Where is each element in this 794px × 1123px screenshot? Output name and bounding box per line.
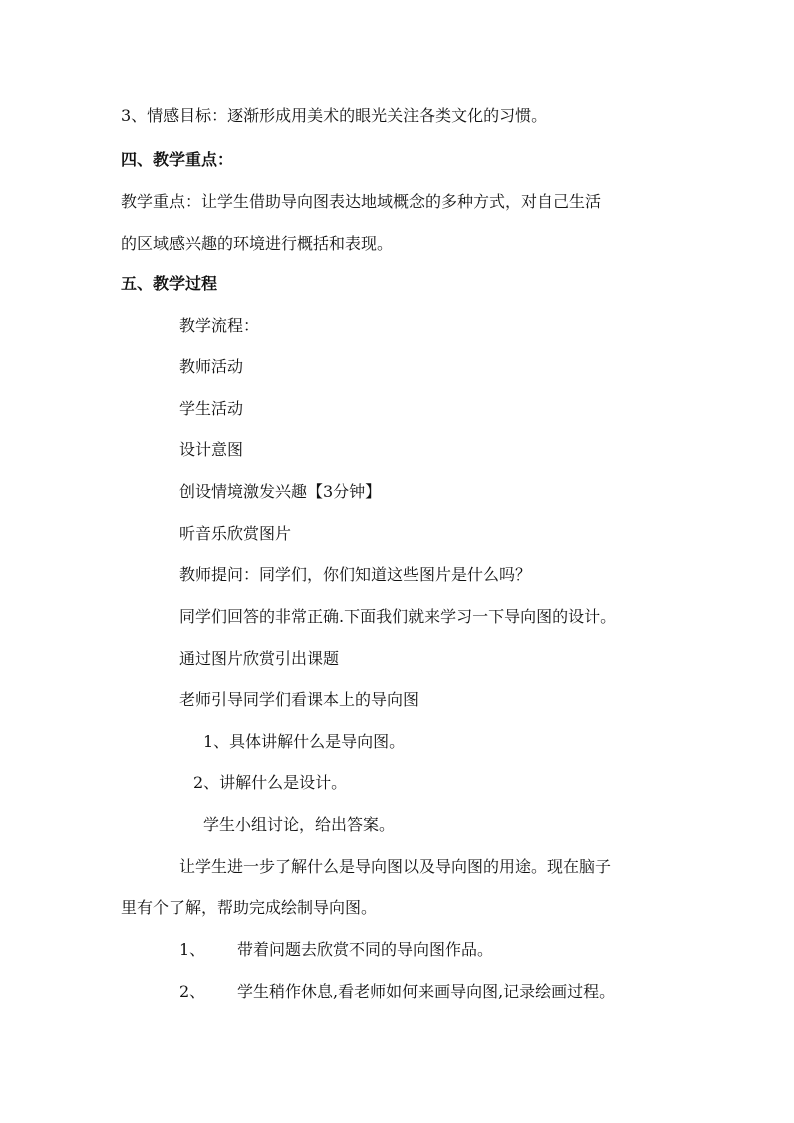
- item-number-1: 1、: [179, 940, 206, 959]
- listen-music-line: 听音乐欣赏图片: [179, 524, 292, 543]
- item-text-1: 带着问题去欣赏不同的导向图作品。: [237, 940, 494, 959]
- create-situation-line: 创设情境激发兴趣【3分钟】: [179, 482, 382, 501]
- design-intent-label: 设计意图: [179, 440, 244, 459]
- emotion-goal-line: 3、情感目标：逐渐形成用美术的眼光关注各类文化的习惯。: [121, 106, 548, 125]
- explain-design-item: 2、讲解什么是设计。: [193, 773, 348, 792]
- numbered-item-1: [179, 940, 493, 960]
- teacher-activity-label: 教师活动: [179, 357, 244, 376]
- item-text-2: 学生稍作休息,看老师如何来画导向图,记录绘画过程。: [237, 982, 616, 1001]
- intro-topic-line: 通过图片欣赏引出课题: [179, 649, 340, 668]
- further-understanding-line-1: 让学生进一步了解什么是导向图以及导向图的用途。现在脑子: [179, 857, 612, 876]
- teacher-question-line: 教师提问：同学们，你们知道这些图片是什么吗？: [179, 565, 532, 584]
- further-understanding-line-2: 里有个了解，帮助完成绘制导向图。: [121, 898, 378, 917]
- item-number-2: 2、: [179, 982, 206, 1001]
- flow-label: 教学流程：: [179, 316, 260, 335]
- section-heading-teaching-focus: 四、教学重点：: [121, 150, 234, 169]
- group-discussion-line: 学生小组讨论，给出答案。: [203, 815, 396, 834]
- numbered-item-2: [179, 982, 615, 1002]
- student-answer-line: 同学们回答的非常正确.下面我们就来学习一下导向图的设计。: [179, 607, 617, 626]
- student-activity-label: 学生活动: [179, 399, 244, 418]
- teaching-focus-line-2: 的区域感兴趣的环境进行概括和表现。: [121, 234, 394, 253]
- section-heading-teaching-process: 五、教学过程: [121, 274, 218, 293]
- teaching-focus-line-1: 教学重点：让学生借助导向图表达地域概念的多种方式，对自己生活: [121, 192, 602, 211]
- explain-guide-map-item: 1、具体讲解什么是导向图。: [203, 732, 406, 751]
- teacher-guide-line: 老师引导同学们看课本上的导向图: [179, 690, 420, 709]
